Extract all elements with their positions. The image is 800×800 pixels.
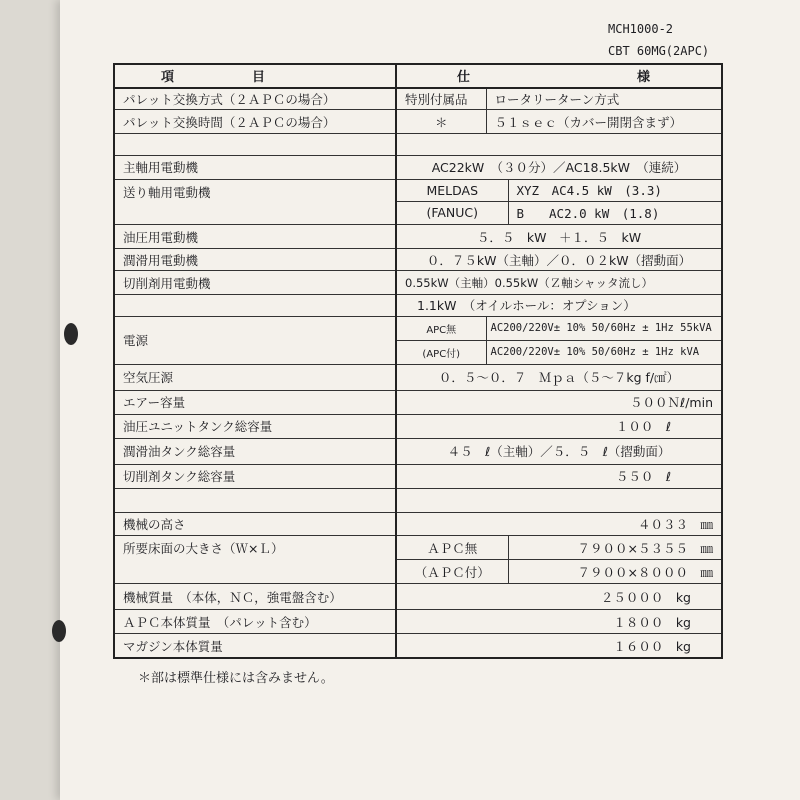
row-label: 電源: [114, 316, 396, 364]
table-row: [114, 634, 722, 658]
row-value: １８００ kg: [396, 610, 722, 634]
power-apc-label: [396, 340, 486, 364]
row-label: 潤滑用電動機: [114, 249, 396, 271]
row-value: ５１ｓｅｃ（カバー開閉含まず）: [486, 110, 722, 134]
apc-with-label: (APC付): [422, 348, 461, 360]
row-label: ＡＰＣ本体質量 （パレット含む）: [114, 610, 396, 634]
row-label: 機械の高さ: [114, 512, 396, 536]
row-value: XYZ AC4.5 kW (3.3): [508, 179, 722, 201]
row-value: １００ ℓ: [396, 414, 722, 438]
spec-header-char: 様: [637, 70, 651, 85]
row-value: ７９００×８０００ ㎜: [508, 560, 722, 584]
row-label: パレット交換時間（２ＡＰＣの場合）: [114, 110, 396, 134]
footnote: ＊部は標準仕様には含みません。: [138, 671, 334, 686]
motor-maker: (FANUC): [396, 201, 508, 225]
spec-header-char: 仕: [457, 70, 471, 85]
row-label: 潤滑油タンク総容量: [114, 438, 396, 464]
table-row: [114, 179, 722, 201]
row-value: ４０３３ ㎜: [396, 512, 722, 536]
row-label: 送り軸用電動機: [114, 179, 396, 225]
row-label: 油圧ユニットタンク総容量: [114, 414, 396, 438]
row-label: エアー容量: [114, 390, 396, 414]
row-label: 主軸用電動機: [114, 155, 396, 179]
row-label: パレット交換方式（２ＡＰＣの場合）: [114, 88, 396, 110]
table-row: [114, 464, 722, 488]
table-row: [114, 438, 722, 464]
row-value: ５００Ｎℓ/min: [396, 390, 722, 414]
row-label: 所要床面の大きさ（Ｗ×Ｌ）: [114, 536, 396, 584]
spec-table: [113, 63, 723, 659]
table-row: [114, 88, 722, 110]
row-note: 特別付属品: [396, 88, 486, 110]
row-value: B AC2.0 kW (1.8): [508, 201, 722, 225]
binder-hole: [64, 323, 78, 345]
motor-maker: MELDAS: [396, 179, 508, 201]
facing-page: [0, 0, 60, 800]
floor-apc-label: ＡＰＣ無: [396, 536, 508, 560]
binder-hole: [52, 620, 66, 642]
row-value: AC22kW （３０分）／AC18.5kW （連続）: [396, 155, 722, 179]
row-value: ５．５ kW ＋１．５ kW: [396, 225, 722, 249]
row-value: ０．５～０．７ Ｍｐａ（５～７kg f/㎠）: [396, 364, 722, 390]
floor-apc-label: （ＡＰＣ付）: [396, 560, 508, 584]
row-label: 空気圧源: [114, 364, 396, 390]
table-row-empty: [114, 488, 722, 512]
row-value: ０．７５kW（主軸）／０．０２kW（摺動面）: [396, 249, 722, 271]
table-row: [114, 512, 722, 536]
row-note: ＊: [396, 110, 486, 134]
table-row: [114, 536, 722, 560]
row-label: 切削剤タンク総容量: [114, 464, 396, 488]
row-value: ロータリーターン方式: [486, 88, 722, 110]
row-label: 切削剤用電動機: [114, 271, 396, 295]
document-id: MCH1000-2: [608, 22, 674, 36]
table-row: [114, 110, 722, 134]
table-row: [114, 316, 722, 340]
row-label: マガジン本体質量: [114, 634, 396, 658]
row-value: ４５ ℓ（主軸）／５．５ ℓ（摺動面）: [396, 438, 722, 464]
row-value: 1.1kW （オイルホール：オプション）: [396, 295, 722, 317]
table-row: [114, 390, 722, 414]
table-row: [114, 155, 722, 179]
apc-none-label: APC無: [426, 324, 457, 336]
row-value: ７９００×５３５５ ㎜: [508, 536, 722, 560]
row-value: AC200/220V± 10% 50/60Hz ± 1Hz 55kVA: [486, 316, 722, 340]
table-row: [114, 295, 722, 317]
table-row: [114, 584, 722, 610]
row-value: ５５０ ℓ: [396, 464, 722, 488]
model-name: CBT 60MG(2APC): [608, 44, 710, 58]
column-header-spec: [396, 64, 722, 88]
table-row-empty: [114, 134, 722, 156]
row-value: ２５０００ kg: [396, 584, 722, 610]
row-label: 機械質量 （本体，ＮＣ，強電盤含む）: [114, 584, 396, 610]
column-header-item: 項 目: [114, 64, 396, 88]
row-label: 油圧用電動機: [114, 225, 396, 249]
table-row: [114, 414, 722, 438]
row-value: 0.55kW（主軸）0.55kW（Ｚ軸シャッタ流し）: [396, 271, 722, 295]
row-value: AC200/220V± 10% 50/60Hz ± 1Hz kVA: [486, 340, 722, 364]
table-row: [114, 364, 722, 390]
table-header: [114, 64, 722, 88]
row-value: １６００ kg: [396, 634, 722, 658]
table-row: [114, 610, 722, 634]
power-apc-label: [396, 316, 486, 340]
table-row: [114, 249, 722, 271]
table-row: [114, 271, 722, 295]
table-row: [114, 225, 722, 249]
